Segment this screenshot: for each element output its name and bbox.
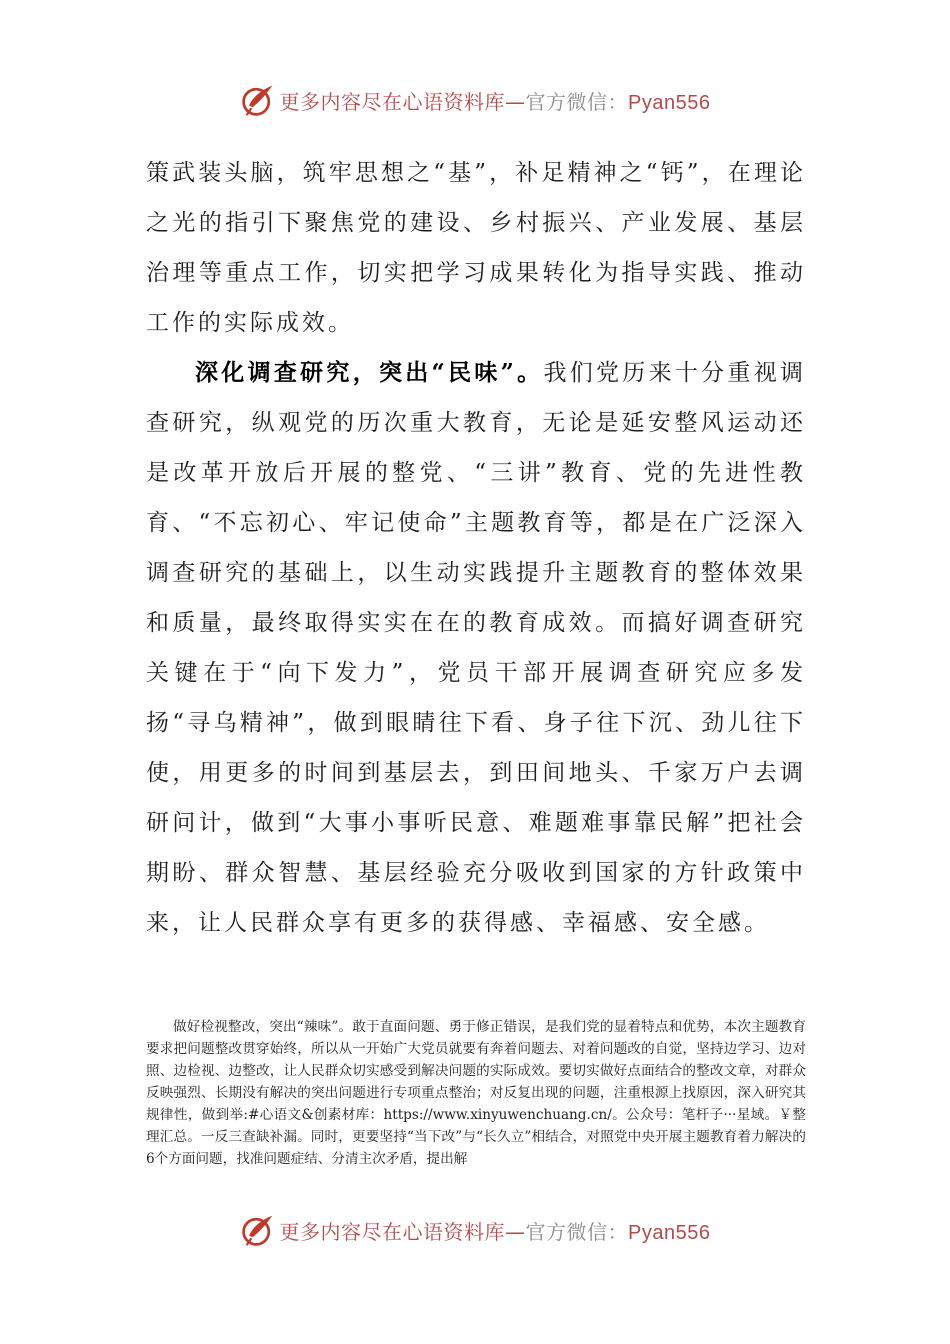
footer-banner-title: 更多内容尽在心语资料库: [279, 1219, 506, 1244]
footer-banner-inner: [240, 1212, 711, 1248]
header-banner-text: [280, 86, 711, 115]
footer-banner: [0, 1208, 950, 1252]
footer-banner-text: [280, 1216, 711, 1245]
paragraph-2: [146, 348, 806, 948]
header-banner-inner: [240, 82, 711, 118]
header-banner: [0, 78, 950, 122]
footer-banner-handle: Pyan556: [628, 1221, 711, 1244]
paragraph-1: 策武装头脑，筑牢思想之“基”，补足精神之“钙”，在理论之光的指引下聚焦党的建设、乡村振兴、产业发展、基层治理等重点工作，切实把学习成果转化为指导实践、推动工作的实际成效。: [146, 160, 806, 336]
paragraph-2-lead: 深化调查研究，突出“民味”。: [195, 359, 544, 386]
footer-banner-wechat-label: 官方微信：: [525, 1219, 629, 1244]
header-banner-dash: —: [505, 89, 526, 114]
header-banner-handle: Pyan556: [628, 91, 711, 114]
quill-logo-icon: [240, 1212, 276, 1248]
quill-logo-icon: [240, 82, 276, 118]
header-banner-title: 更多内容尽在心语资料库: [279, 89, 506, 114]
paragraph-2-text: 我们党历来十分重视调查研究，纵观党的历次重大教育，无论是延安整风运动还是改革开放后开展的整党、“三讲”教育、党的先进性教育、“不忘初心、牢记使命”主题教育等，都是在广泛深入调查研究的基础上，以生动实践提升主题教育的整体效果和质量，最终取得实实在在的教育成效。而搞好调查研究关键在于“向下发力”，党员干部开展调查研究应多发扬“寻乌精神”，做到眼睛往下看、身子往下沉、劲儿往下使，用更多的时间到基层去，到田间地头、千家万户去调研问计，做到“大事小事听民意、难题难事靠民解”把社会期盼、群众智慧、基层经验充分吸收到国家的方针政策中来，让人民群众享有更多的获得感、幸福感、安全感。: [146, 360, 806, 936]
footer-banner-dash: —: [505, 1219, 526, 1244]
header-banner-wechat-label: 官方微信：: [525, 89, 629, 114]
paragraph-3: 做好检视整改，突出“辣味”。敢于直面问题、勇于修正错误，是我们党的显着特点和优势，本次主题教育要求把问题整改贯穿始终，所以从一开始广大党员就要有奔着问题去、对着问题改的自觉，坚持边学习、边对照、边检视、边整改，让人民群众切实感受到解决问题的实际成效。要切实做好点面结合的整改文章，对群众反映强烈、长期没有解决的突出问题进行专项重点整治；对反复出现的问题，注重根源上找原因，深入研究其规律性，做到举:#心语文&创素材库：https://www.xinyuwenchuang.cn/。公众号：笔杆子···星域。￥整理汇总。一反三查缺补漏。同时，更要坚持“当下改”与“长久立”相结合，对照党中央开展主题教育着力解决的6个方面问题，找准问题症结、分清主次矛盾，提出解: [146, 1019, 806, 1167]
